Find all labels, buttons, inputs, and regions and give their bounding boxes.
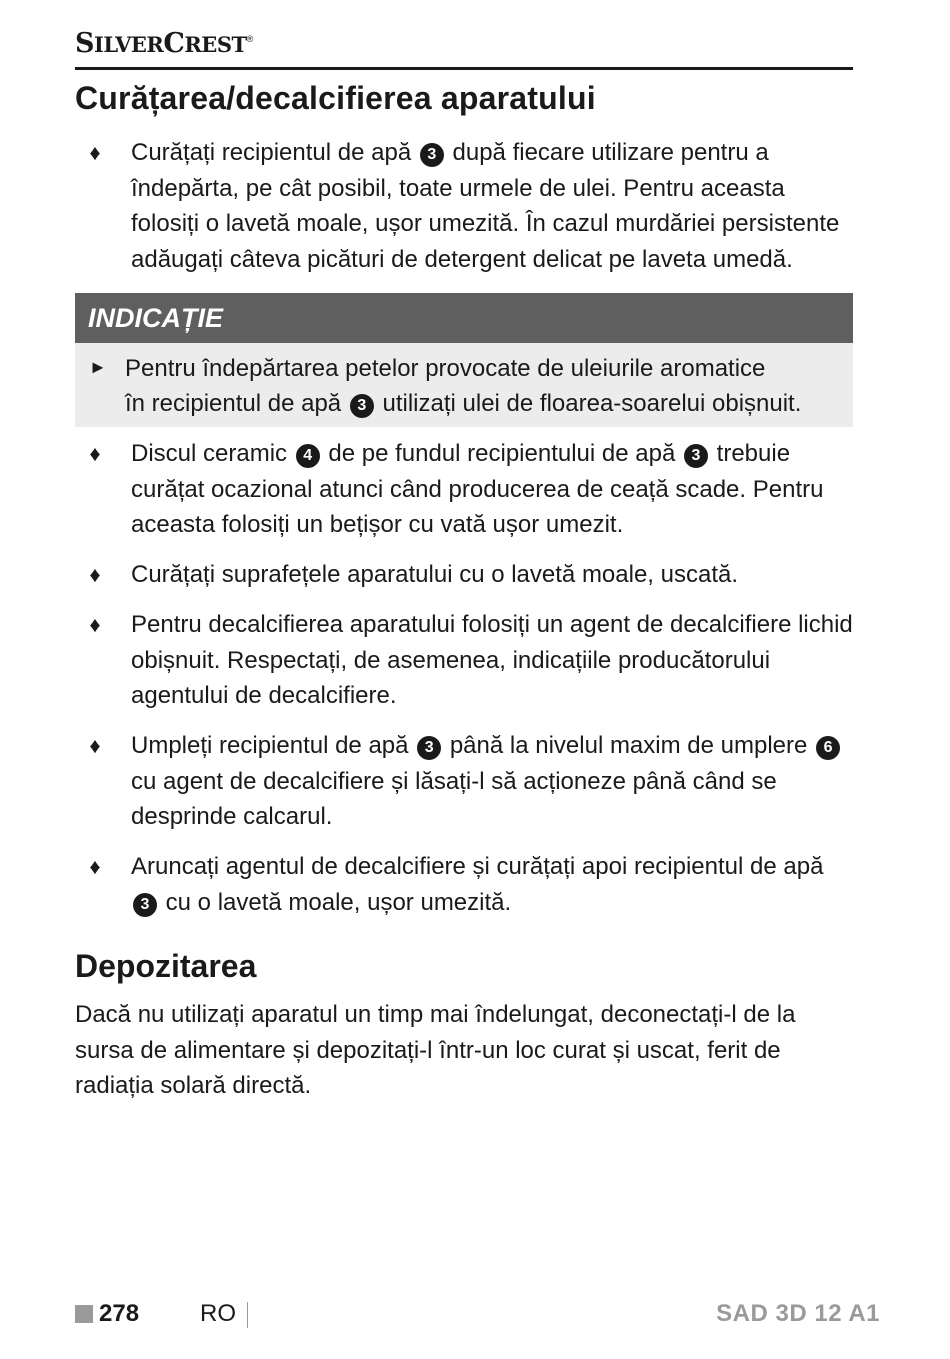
section-title-cleaning: Curățarea/decalcifierea aparatului [75, 80, 596, 116]
reference-number-badge: 3 [133, 893, 157, 917]
footer-divider [247, 1302, 248, 1328]
registered-mark: ® [246, 34, 253, 44]
list-item-text: Aruncați agentul de decalcifiere și curățați apoi recipientul de apă 3 cu o lavetă moale, ușor umezită. [131, 853, 824, 916]
language-code: RO [200, 1300, 236, 1327]
logo-silver: SILVER [75, 28, 164, 59]
list-item-text: Discul ceramic 4 de pe fundul recipientului de apă 3 trebuie curățat ocazional atunci când producerea de ceață scade. Pentru aceasta folosiți un bețișor cu vată ușor umezit. [131, 440, 824, 538]
list-item-text: Pentru decalcifierea aparatului folosiți un agent de decalcifiere lichid obișnuit. Respectați, de asemenea, indicațiile producătorului agentului de decalcifiere. [131, 611, 853, 709]
list-item [75, 607, 853, 714]
brand-logo [75, 28, 253, 59]
section-title-storage: Depozitarea [75, 948, 257, 984]
model-number: SAD 3D 12 A1 [716, 1300, 880, 1327]
note-body [75, 343, 853, 427]
list-item-text: Umpleți recipientul de apă 3 până la nivelul maxim de umplere 6 cu agent de decalcifiere și lăsați-l să acționeze până când se desprinde calcarul. [131, 728, 853, 835]
list-item [75, 849, 853, 920]
storage-paragraph: Dacă nu utilizați aparatul un timp mai îndelungat, deconectați-l de la sursa de alimentare și depozitați-l într-un loc curat și uscat, ferit de radiația solară directă. [75, 1001, 796, 1099]
page-footer [75, 1298, 880, 1334]
list-item-text: Curățați suprafețele aparatului cu o lavetă moale, uscată. [131, 561, 739, 588]
list-item [75, 728, 853, 835]
list-item [75, 557, 853, 593]
note-text: Pentru îndepărtarea petelor provocate de uleiurile aromatice în recipientul de apă 3 utilizați ulei de floarea-soarelui obișnuit. [125, 355, 802, 417]
diamond-bullet-icon: ♦ [89, 612, 101, 637]
reference-number-badge: 3 [417, 736, 441, 760]
logo-crest: CREST [163, 28, 247, 59]
diamond-bullet-icon: ♦ [89, 733, 101, 758]
diamond-bullet-icon: ♦ [89, 562, 101, 587]
diamond-bullet-icon: ♦ [89, 854, 101, 879]
diamond-bullet-icon: ♦ [89, 140, 101, 165]
gray-square-icon [75, 1305, 93, 1323]
note-heading: INDICAȚIE [88, 303, 223, 333]
page-number: 278 [99, 1300, 140, 1327]
list-item [75, 135, 853, 277]
arrow-right-icon: ► [89, 357, 107, 377]
note-header [75, 293, 853, 343]
list-item [75, 436, 853, 543]
diamond-bullet-icon: ♦ [89, 441, 101, 466]
reference-number-badge: 6 [816, 736, 840, 760]
reference-number-badge: 3 [420, 143, 444, 167]
header-rule [75, 67, 853, 70]
list-item-text: Curățați recipientul de apă 3 după fiecare utilizare pentru a îndepărta, pe cât posibil, toate urmele de ulei. Pentru aceasta folosiți o lavetă moale, ușor umezită. În cazul murdăriei persistente adăugați câteva picături de detergent delicat pe laveta umedă. [131, 139, 840, 273]
reference-number-badge: 4 [296, 444, 320, 468]
reference-number-badge: 3 [350, 394, 374, 418]
reference-number-badge: 3 [684, 444, 708, 468]
